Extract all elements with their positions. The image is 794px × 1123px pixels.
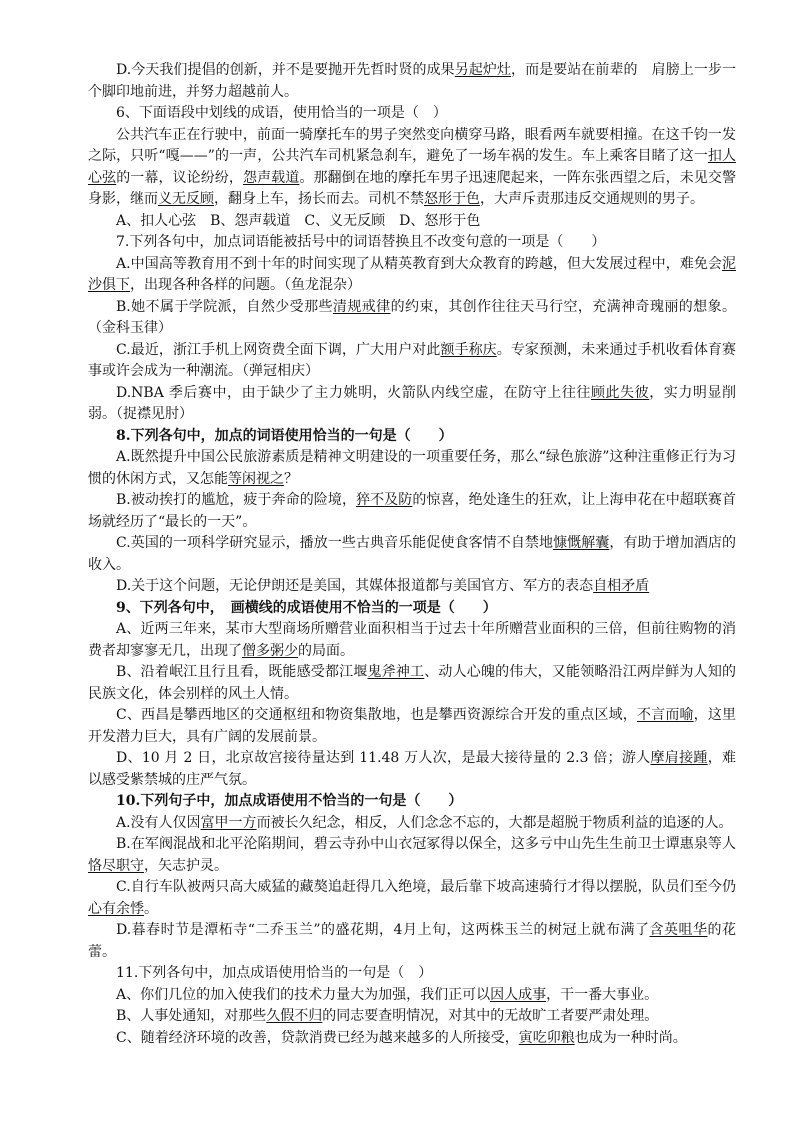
text-run: 的花蕾。 — [88, 922, 737, 960]
text-run: C、西昌是攀西地区的交通枢纽和物资集散地，也是攀西资源综合开发的重点区域， — [116, 707, 637, 723]
text-run: 。那翻倒在地的摩托车男子迅速爬起来，一阵东张西望之后，未见交警身影，继而 — [88, 169, 737, 207]
text-paragraph — [88, 447, 736, 490]
text-run: C.英国的一项科学研究显示，播放一些古典音乐能促使食客情不自禁地 — [116, 535, 554, 551]
underlined-idiom: 心有余悸 — [88, 900, 144, 917]
text-paragraph — [88, 60, 736, 103]
text-run: 的局面。 — [298, 642, 354, 659]
text-run: ，有助于增加酒店的收入。 — [88, 535, 736, 573]
text-run: A.没有人仅因 — [116, 814, 201, 831]
text-run: ，难以感受紫禁城的庄严气氛。 — [88, 750, 737, 788]
underlined-idiom: 寅吃卯粮 — [518, 1029, 575, 1046]
text-run: 。 — [144, 900, 158, 917]
text-run: B、人事处通知，对那些 — [116, 1008, 267, 1024]
text-run: 的同志要查明情况，对其中的无故旷工者要严肃处理。 — [322, 1008, 659, 1024]
underlined-idiom: 僧多粥少 — [242, 642, 298, 659]
underlined-idiom: 含英咀华 — [649, 922, 708, 938]
text-run: A、近两三年来，某市大型商场所赠营业面积相当于过去十年所赠营业面积的三倍，但前往购物的消费者却寥寥无几，出现了 — [88, 621, 736, 659]
text-paragraph — [88, 748, 736, 791]
text-paragraph — [88, 705, 736, 748]
text-paragraph — [88, 576, 736, 598]
text-run: D.关于这个问题，无论伊朗还是美国，其媒体报道都与美国官方、军方的表态 — [116, 578, 594, 594]
text-run: 、动人心魄的伟大，又能领略沿江两岸鲜为人知的民族文化，体会别样的风土人情。 — [88, 664, 736, 702]
text-run: D.NBA 季后赛中，由于缺少了主力姚明，火箭队内线空虚，在防守上往往 — [116, 384, 591, 401]
text-run: 6、下面语段中划线的成语，使用恰当的一项是（ ） — [116, 105, 447, 121]
text-run: D.暮春时节是潭柘寺“二乔玉兰”的盛花期，4月上旬，这两株玉兰的树冠上就布满了 — [116, 922, 650, 938]
text-run: D.今天我们提倡的创新，并不是要抛开先哲时贤的成果 — [116, 62, 455, 78]
text-paragraph — [88, 834, 736, 877]
underlined-idiom: 义无反顾 — [158, 191, 214, 207]
text-paragraph — [88, 340, 736, 383]
text-run: 而被长久纪念，相反，人们念念不忘的，大都是超脱于物质利益的追逐的人。 — [256, 814, 733, 831]
text-paragraph — [88, 297, 736, 340]
text-paragraph — [88, 1006, 736, 1028]
text-paragraph — [88, 533, 736, 576]
text-paragraph — [88, 963, 736, 985]
text-run: B.被动挨打的尴尬，疲于奔命的险境， — [116, 492, 357, 508]
text-run: D、10 月 2 日，北京故宫接待量达到 11.48 万人次，是最大接待量的 2.3 倍；游人 — [116, 750, 651, 766]
text-run: ，干一番大事业。 — [546, 986, 659, 1003]
text-run: A.中国高等教育用不到十年的时间实现了从精英教育到大众教育的跨越，但大发展过程中，难免会 — [116, 255, 722, 272]
text-paragraph — [88, 125, 736, 211]
text-run: B.在军阀混战和北平沦陷期间，碧云寺孙中山衣冠冢得以保全，这多亏中山先生生前卫士谭惠泉等人 — [116, 836, 736, 852]
underlined-idiom: 猝不及防 — [356, 492, 413, 508]
question-heading — [88, 426, 736, 448]
text-run: 的约束，其创作往往天马行空，充满神奇瑰丽的想象。（金科玉律） — [88, 298, 737, 336]
text-run: 8.下列各句中，加点的词语使用恰当的一句是（ ） — [116, 427, 453, 444]
text-run: 。专家预测，未来通过手机收看体育赛事或许会成为一种潮流。（弹冠相庆） — [88, 341, 737, 379]
text-run: 7.下列各句中，加点词语能被括号中的词语替换且不改变句意的一项是（ ） — [116, 234, 606, 250]
underlined-idiom: 久假不归 — [266, 1008, 323, 1024]
underlined-idiom: 恪尽职守 — [88, 857, 144, 874]
text-paragraph — [88, 619, 736, 662]
text-run: 11.下列各句中，加点成语使用恰当的一句是（ ） — [116, 965, 433, 981]
text-run: A.既然提升中国公民旅游素质是精神文明建设的一项重要任务，那么“绿色旅游”这种注重修正行为习惯的休闲方式，又怎能 — [88, 449, 736, 487]
underlined-idiom: 另起炉灶 — [454, 62, 512, 78]
text-paragraph — [88, 1028, 736, 1050]
text-run: 10.下列句子中，加点成语使用不恰当的一句是（ ） — [116, 793, 463, 809]
underlined-idiom: 额手称庆 — [440, 341, 497, 358]
text-run: C.自行车队被两只高大威猛的藏獒追赶得几入绝境，最后靠下坡高速骑行才得以摆脱，队员们至今仍 — [116, 879, 736, 895]
text-run: 的惊喜，绝处逢生的狂欢，让上海申花在中超联赛首场就经历了“最长的一天”。 — [88, 492, 737, 530]
underlined-idiom: 泥沙俱下 — [88, 255, 736, 293]
text-run: 的一幕，议论纷纷， — [116, 169, 243, 186]
text-run: 9、下列各句中， 画横线的成语使用不恰当的一项是（ ） — [116, 599, 497, 616]
text-paragraph — [88, 813, 736, 835]
text-run: ，矢志护灵。 — [144, 857, 228, 874]
text-run: ，而是要站在前辈的 肩膀上一步一个脚印地前进，并努力超越前人。 — [88, 62, 736, 100]
underlined-idiom: 鬼斧神工 — [367, 664, 425, 680]
text-run: 公共汽车正在行驶中，前面一骑摩托车的男子突然变向横穿马路，眼看两车就要相撞。在这千钧一发之际，只听“嘎——”的一声，公共汽车司机紧急刹车，避免了一场车祸的发生。车上乘客目睹了这一 — [88, 126, 736, 164]
underlined-idiom: 富甲一方 — [200, 814, 257, 831]
question-heading — [88, 791, 736, 813]
text-paragraph — [88, 877, 736, 920]
text-run: C.最近，浙江手机上网资费全面下调，广大用户对此 — [116, 341, 441, 358]
underlined-idiom: 不言而喻 — [636, 707, 694, 723]
text-run: C、随着经济环境的改善，贷款消费已经为越来越多的人所接受， — [116, 1029, 519, 1046]
text-paragraph — [88, 985, 736, 1007]
underlined-idiom: 扣人心弦 — [88, 148, 737, 186]
text-paragraph — [88, 211, 736, 233]
text-paragraph — [88, 662, 736, 705]
text-paragraph — [88, 254, 736, 297]
text-paragraph — [88, 232, 736, 254]
text-run: 也成为一种时尚。 — [574, 1029, 687, 1046]
text-run: ，这里开发潜力巨大，具有广阔的发展前景。 — [88, 707, 737, 745]
text-run: ，实力明显削弱。（捉襟见肘） — [88, 384, 737, 422]
underlined-idiom: 顾此失彼 — [590, 384, 650, 401]
text-paragraph — [88, 490, 736, 533]
text-run: ，翻身上车，扬长而去。司机不禁 — [214, 191, 424, 207]
text-run: A、你们几位的加入使我们的技术力量大为加强，我们正可以 — [116, 986, 491, 1003]
text-paragraph — [88, 103, 736, 125]
underlined-idiom: 怨声载道 — [243, 169, 300, 186]
text-run: ，大声斥责那违反交通规则的男子。 — [480, 191, 704, 207]
text-paragraph — [88, 383, 736, 426]
text-run: ？ — [284, 470, 298, 487]
text-run: ，出现各种各样的问题。（鱼龙混杂） — [130, 277, 361, 293]
question-heading — [88, 598, 736, 620]
text-run: B、沿着岷江且行且看，既能感受都江堰 — [116, 664, 368, 680]
text-paragraph — [88, 920, 736, 963]
underlined-idiom: 慷慨解囊 — [553, 535, 610, 551]
text-run: A、扣人心弦 B、怨声载道 C、义无反顾 D、怒形于色 — [116, 212, 481, 229]
underlined-idiom: 自相矛盾 — [593, 578, 650, 594]
underlined-idiom: 怒形于色 — [424, 191, 480, 207]
underlined-idiom: 等闲视之 — [228, 470, 284, 487]
underlined-idiom: 清规戒律 — [332, 298, 391, 315]
text-run: B.她不属于学院派，自然少受那些 — [116, 298, 333, 315]
underlined-idiom: 摩肩接踵 — [650, 750, 708, 766]
underlined-idiom: 因人成事 — [490, 986, 547, 1003]
